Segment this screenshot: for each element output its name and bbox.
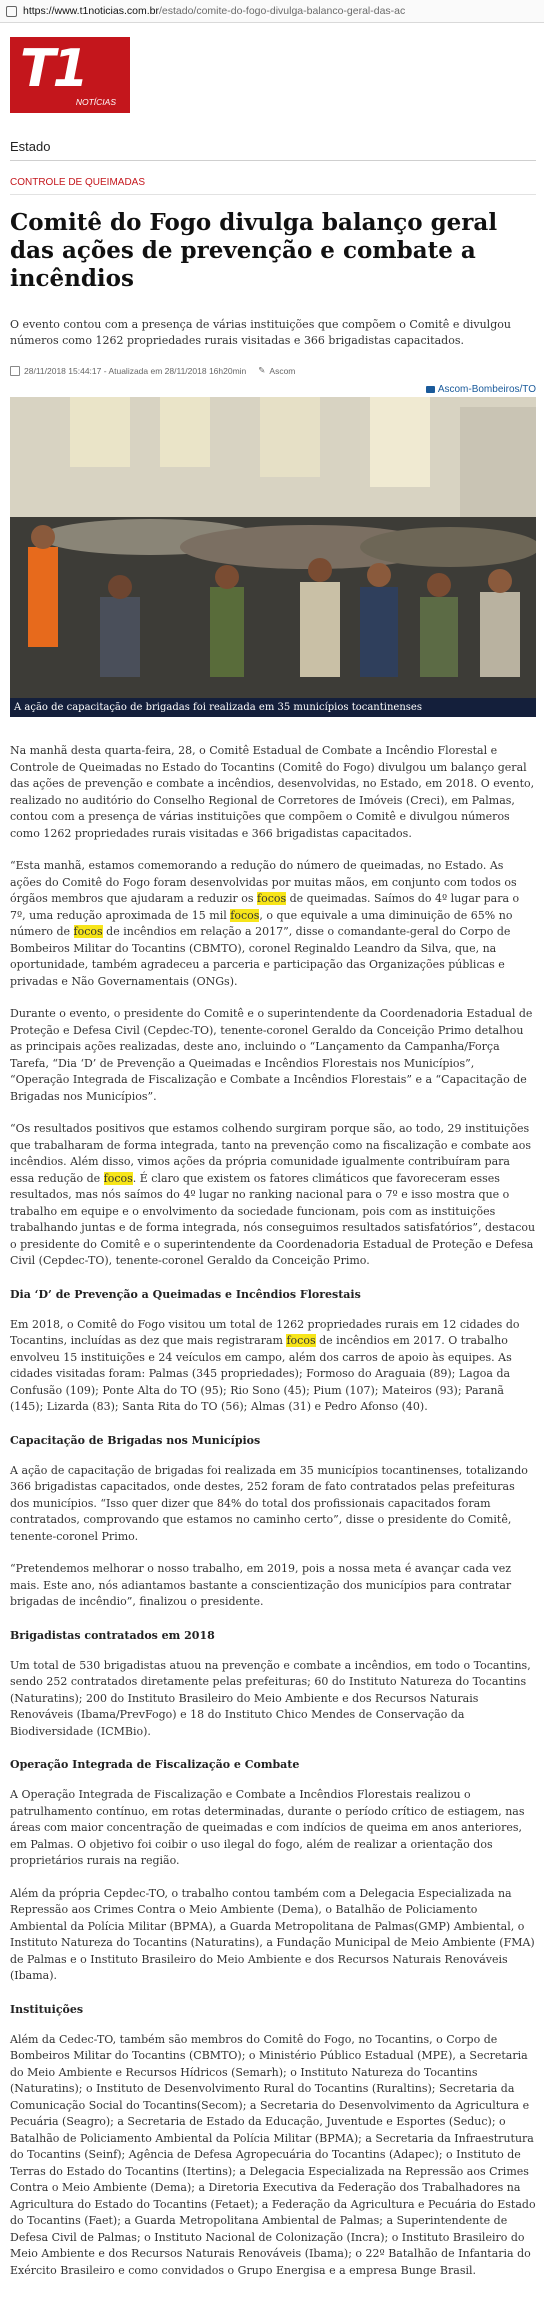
article-paragraph: “Os resultados positivos que estamos colhendo surgiram porque são, ao todo, 29 instituições que trabalharam de forma integrada, tanto na prevenção como na fiscalização e combate aos incêndios. Além disso, vimos ações da própria comunidade igualmente contribuíram para essa redução de focos. É claro que existem os fatores climáticos que favoreceram esses resultados, mas nós saímos do 4º lugar no ranking nacional para o 7º e isso mostra que o trabalho em equipe e o envolvimento da sociedade funcionam, pois com as instituições trabalhando juntas e de forma integrada, nós conseguimos resultados satisfatórios”, destacou o presidente do Comitê e o superintendente da Coordenadoria Estadual de Proteção e Defesa Civil (Cepdec-TO), tenente-coronel Geraldo da Conceição Primo.: [10, 1122, 536, 1267]
article-paragraph: Além da Cedec-TO, também são membros do Comitê do Fogo, no Tocantins, o Corpo de Bombeiros Militar do Tocantins (CBMTO); o Ministério Público Estadual (MPE), a Secretaria do Meio Ambiente e Recursos Hídricos (Semarh); o Instituto Natureza do Tocantins (Naturatins); o Instituto de Desenvolvimento Rural do Tocantins (Ruraltins); Secretaria da Comunicação Social do Tocantins(Secom); a Secretaria do Desenvolvimento da Agricultura e Pecuária (Seagro); a Secretaria de Estado da Educação, Juventude e Esportes (Seduc); o Batalhão de Policiamento Ambiental da Polícia Militar (BPMA); a Secretaria da Infraestrutura do Tocantins (Seinf); Agência de Defesa Agropecuária do Tocantins (Adapec); o Instituto de Terras do Estado do Tocantins (Itertins); a Delegacia Especializada na Repressão aos Crimes Contra o Meio Ambiente (Dema); a Diretoria Executiva da Federação dos Trabalhadores na Agricultura do Estado do Tocantins (Fetaet); a Federação da Agricultura e Pecuária do Estado do Tocantins (Faet); a Guarda Metropolitana Ambiental de Palmas; a Superintendente de Defesa Civil de Palmas; o Instituto Nacional de Colonização (Incra); o Instituto Brasileiro do Meio Ambiente e dos Recursos Naturais Renováveis (Ibama); o 22º Batalhão de Infantaria do Exército Brasileiro e como convidados o Grupo Energisa e a empresa Bunge Brasil.: [10, 2032, 536, 2277]
subheading-capacitacao: Capacitação de Brigadas nos Municípios: [10, 1433, 261, 1447]
subheading-operacao: Operação Integrada de Fiscalização e Combate: [10, 1758, 300, 1771]
article-paragraph: Em 2018, o Comitê do Fogo visitou um total de 1262 propriedades rurais em 12 cidades do Tocantins, incluídas as dez que mais registraram focos de incêndios em 2017. O trabalho envolveu 15 instituições e 24 veículos em campo, além dos carros de apoio às equipes. As cidades visitadas foram: Palmas (345 propriedades); Formoso do Araguaia (89); Lagoa da Confusão (109); Ponte Alta do TO (95); Rio Sono (45); Pium (107); Mateiros (93); Paranã (145); Lizarda (83); Santa Rita do TO (56); Almas (31) e Pedro Afonso (40).: [10, 1317, 520, 1413]
article-paragraph: Na manhã desta quarta-feira, 28, o Comitê Estadual de Combate a Incêndio Florestal e Controle de Queimadas no Estado do Tocantins (Comitê do Fogo) divulgou um balanço geral das ações de prevenção e combate a incêndios, desenvolvidas, no Estado, em 2018. O evento, realizado no auditório do Conselho Regional de Corretores de Imóveis (Creci), em Palmas, contou com a presença de várias instituições que compõem o Comitê e divulgou números como 1262 propriedades rurais visitadas e 366 brigadistas capacitados.: [10, 744, 535, 840]
photo-credit: [10, 384, 536, 395]
article-lead: O evento contou com a presença de várias instituições que compõem o Comitê e divulgou números como 1262 propriedades rurais visitadas e 366 brigadistas capacitados.: [10, 318, 511, 347]
article-meta: [10, 365, 536, 376]
article-paragraph: “Esta manhã, estamos comemorando a redução do número de queimadas, no Estado. As ações do Comitê do Fogo foram desenvolvidas por muitas mãos, em conjunto com todos os órgãos membros que ajudaram a reduzir os focos de queimadas. Saímos do 4º lugar para o 7º, uma redução aproximada de 15 mil focos, o que equivale a uma diminuição de 65% no número de focos de incêndios em relação a 2017”, disse o comandante-geral do Corpo de Bombeiros Militar do Tocantins (CBMTO), coronel Reginaldo Leandro da Silva, que, na oportunidade, também agradeceu a parceria e participação das Organizações públicas e privadas e Não Governamentais (ONGs).: [10, 859, 520, 988]
site-logo[interactable]: [10, 37, 130, 113]
category-label[interactable]: CONTROLE DE QUEIMADAS: [10, 177, 536, 195]
article-paragraph: A ação de capacitação de brigadas foi realizada em 35 municípios tocantinenses, totalizando 366 brigadistas capacitados, onde destes, 252 foram de fato contratados pelas prefeituras dos municípios. “Isso quer dizer que 84% do total dos profissionais capacitados foram contratados, comprovando que estamos no caminho certo”, disse o presidente do Comitê, tenente-coronel Primo.: [10, 1463, 528, 1543]
article-paragraph: Durante o evento, o presidente do Comitê e o superintendente da Coordenadoria Estadual de Proteção e Defesa Civil (Cepdec-TO), tenente-coronel Geraldo da Conceição Primo detalhou as principais ações realizadas, deste ano, incluindo o “Lançamento da Campanha/Força Tarefa, “Dia ‘D’ de Prevenção a Queimadas e Incêndios Florestais nos Municípios”, “Operação Integrada de Fiscalização e Combate a Incêndios Florestais” e a “Capacitação de Brigadas nos Municípios”.: [10, 1007, 533, 1103]
highlight-term: focos: [257, 892, 287, 905]
article-paragraph: A Operação Integrada de Fiscalização e Combate a Incêndios Florestais realizou o patrulhamento contínuo, em rotas determinadas, durante o período crítico de estiagem, nas áreas com maior concentração de queimadas e com indícios de queima em anos anteriores, em Palmas. O objetivo foi coibir o uso ilegal do fogo, além de realizar a orientação dos proprietários rurais na região.: [10, 1788, 525, 1867]
article-paragraph: Um total de 530 brigadistas atuou na prevenção e combate a incêndios, em todo o Tocantins, sendo 252 contratados diretamente pelas prefeituras; 60 do Instituto Natureza do Tocantins (Naturatins); 200 do Instituto Brasileiro do Meio Ambiente e dos Recursos Naturais Renováveis (Ibama/PrevFogo) e 18 do Instituto Chico Mendes de Conservação da Biodiversidade (ICMBio).: [10, 1658, 531, 1738]
pencil-icon: ✎: [258, 365, 266, 375]
article-author: Ascom: [269, 365, 296, 376]
article-photo: [10, 397, 536, 717]
camera-icon: [426, 386, 435, 393]
highlight-term: focos: [230, 908, 260, 922]
highlight-term: focos: [286, 1334, 316, 1347]
section-title[interactable]: Estado: [10, 139, 536, 161]
article-paragraph: “Pretendemos melhorar o nosso trabalho, em 2019, pois a nossa meta é avançar cada vez mais. Este ano, nós adiantamos bastante a conscientização dos municípios para contratar brigadas de incêndio”, finalizou o presidente.: [10, 1562, 512, 1608]
photo-credit-text: Ascom-Bombeiros/TO: [437, 384, 536, 395]
subheading-dia-d: Dia ‘D’ de Prevenção a Queimadas e Incêndios Florestais: [10, 1287, 361, 1301]
photo-caption: A ação de capacitação de brigadas foi realizada em 35 municípios tocantinenses: [10, 698, 536, 717]
logo-subtext: NOTÍCIAS: [75, 97, 116, 107]
article-paragraph: Além da própria Cepdec-TO, o trabalho contou também com a Delegacia Especializada na Repressão aos Crimes Contra o Meio Ambiente (Dema), o Batalhão de Policiamento Ambiental da Polícia Militar (BPMA), a Guarda Metropolitana de Palmas(GMP) Ambiental, o Instituto Natureza do Tocantins (Naturatins), a Fundação Municipal de Meio Ambiente (FMA) de Palmas e o Instituto Brasileiro do Meio Ambiente e dos Recursos Naturais Renováveis (Ibama).: [10, 1886, 535, 1982]
url-host: https://www.t1noticias.com.br: [23, 5, 159, 17]
photo-illustration: [10, 397, 536, 717]
address-bar[interactable]: [0, 0, 544, 23]
url-path: /estado/comite-do-fogo-divulga-balanco-geral-das-ac: [158, 5, 406, 17]
highlight-term: focos: [73, 925, 103, 938]
subheading-brigadistas: Brigadistas contratados em 2018: [10, 1628, 215, 1642]
article-title: Comitê do Fogo divulga balanço geral das ações de prevenção e combate a incêndios: [10, 209, 498, 292]
subheading-instituicoes: Instituições: [10, 2002, 84, 2016]
logo-text: T1: [20, 39, 86, 99]
article-date: 28/11/2018 15:44:17 - Atualizada em 28/11/2018 16h20min: [24, 365, 247, 376]
highlight-term: focos: [103, 1171, 133, 1185]
lock-icon: [6, 6, 17, 17]
calendar-icon: [10, 366, 20, 376]
